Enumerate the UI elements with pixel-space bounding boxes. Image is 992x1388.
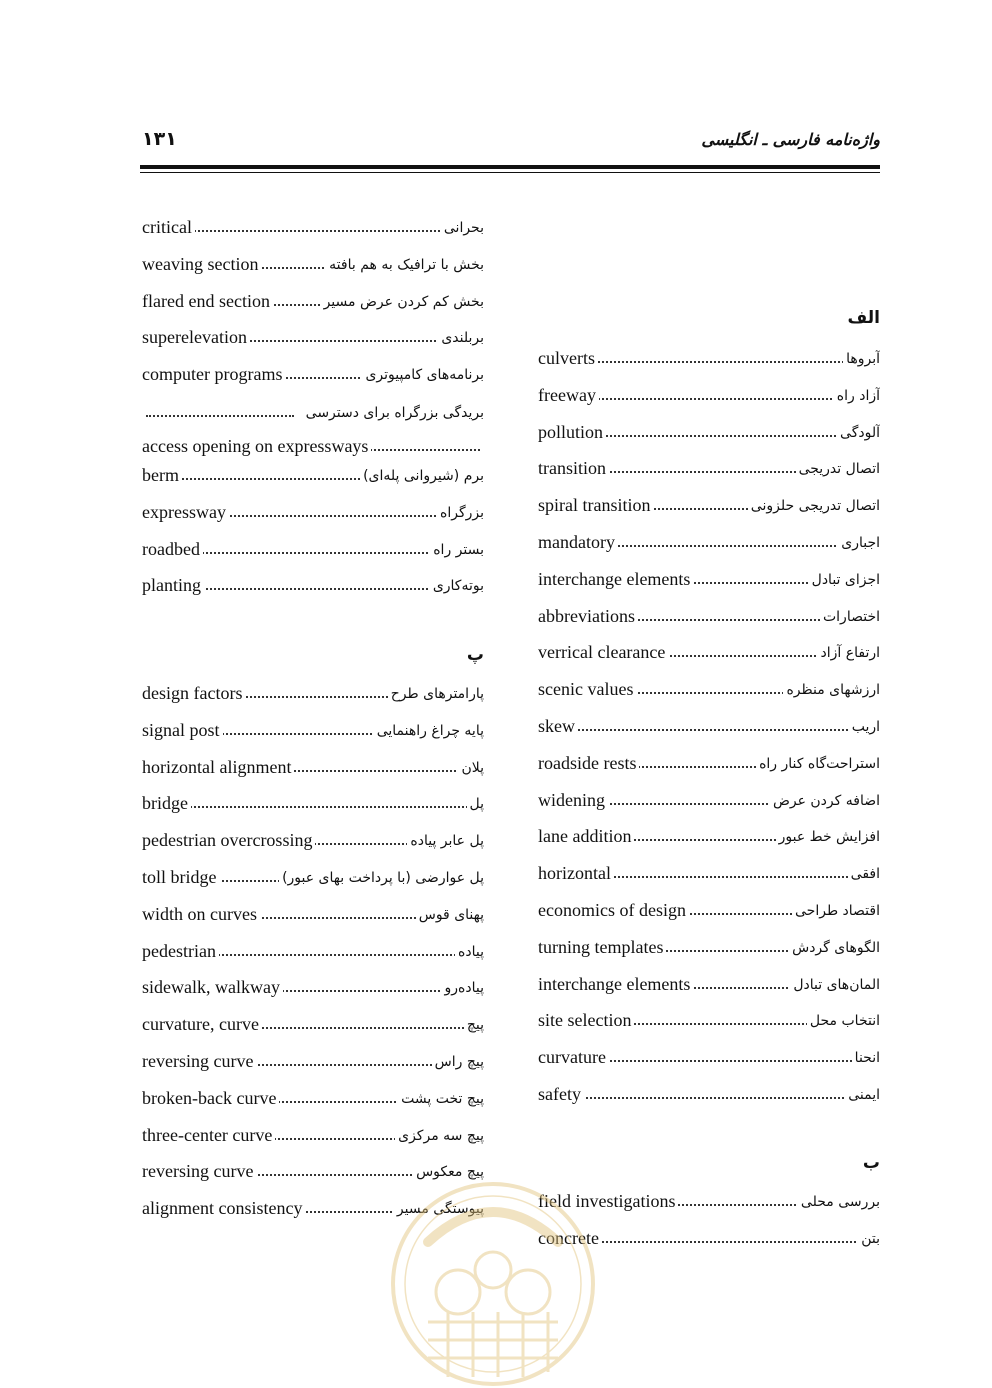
glossary-entry bbox=[538, 971, 880, 997]
entry-persian: آزاد راه bbox=[834, 385, 880, 407]
leader-dots bbox=[538, 729, 880, 731]
entry-english: broken-back curve bbox=[142, 1085, 279, 1111]
entry-persian: اختصارات bbox=[820, 606, 880, 628]
entry-english: pollution bbox=[538, 419, 606, 445]
glossary-entry bbox=[142, 754, 484, 780]
entry-english: design factors bbox=[142, 680, 245, 706]
glossary-entry bbox=[538, 787, 880, 813]
leader-dots bbox=[146, 415, 294, 417]
glossary-entry bbox=[538, 419, 880, 445]
entry-english: concrete bbox=[538, 1225, 602, 1251]
glossary-entry bbox=[142, 1048, 484, 1074]
entry-persian: افزایش خط عبور bbox=[776, 826, 880, 848]
page-header bbox=[140, 128, 880, 158]
entry-persian: پایه چراغ راهنمایی bbox=[374, 720, 484, 742]
entry-persian: پارامترهای طرح bbox=[388, 683, 484, 705]
entry-persian: برم (شیروانی پله‌ای) bbox=[360, 465, 484, 487]
glossary-entry bbox=[538, 566, 880, 592]
glossary-entry bbox=[538, 1007, 880, 1033]
entry-persian: بتن bbox=[858, 1228, 880, 1250]
entry-persian: اضافه کردن عرض bbox=[770, 790, 880, 812]
glossary-entry bbox=[142, 572, 484, 598]
entry-persian: آلودگی bbox=[837, 422, 880, 444]
entry-english: verrical clearance bbox=[538, 639, 668, 665]
entry-persian: ارزشهای منظره bbox=[783, 679, 880, 701]
entry-persian: پل عوارضی (با پرداخت بهای عبور) bbox=[279, 867, 484, 889]
entry-english: access opening on expressways bbox=[142, 433, 371, 459]
entry-english: scenic values bbox=[538, 676, 636, 702]
entry-persian: استراحت‌گاه کنار راه bbox=[756, 753, 880, 775]
entry-persian: بخش با ترافیک به هم بافته bbox=[326, 254, 484, 276]
entry-english: curvature bbox=[538, 1044, 609, 1070]
entry-english: safety bbox=[538, 1081, 584, 1107]
glossary-entry bbox=[538, 1044, 880, 1070]
entry-english: transition bbox=[538, 455, 609, 481]
header-rule-thick bbox=[140, 165, 880, 169]
entry-persian: اریب bbox=[849, 716, 880, 738]
entry-persian: پیچ معکوس bbox=[413, 1161, 484, 1183]
entry-persian: ایمنی bbox=[845, 1084, 880, 1106]
glossary-entry bbox=[142, 1122, 484, 1148]
glossary-entry bbox=[142, 864, 484, 890]
entry-english: three-center curve bbox=[142, 1122, 275, 1148]
entry-english: width on curves bbox=[142, 901, 260, 927]
glossary-entry bbox=[538, 455, 880, 481]
entry-english: superelevation bbox=[142, 324, 250, 350]
glossary-entry bbox=[538, 1188, 880, 1214]
glossary-entry bbox=[142, 1011, 484, 1037]
glossary-entry bbox=[142, 324, 484, 350]
glossary-entry bbox=[538, 1225, 880, 1251]
glossary-entry bbox=[142, 1158, 484, 1184]
entry-english: roadside rests bbox=[538, 750, 639, 776]
entry-persian: برنامه‌های کامپیوتری bbox=[362, 364, 484, 386]
entry-persian: اجزای تبادل bbox=[809, 569, 880, 591]
glossary-entry-multiline-en bbox=[142, 433, 484, 459]
entry-english: sidewalk, walkway bbox=[142, 974, 283, 1000]
entry-persian: بخش کم کردن عرض مسیر bbox=[321, 291, 484, 313]
entry-persian: پیچ تخت پشت bbox=[398, 1088, 484, 1110]
entry-persian: انتخاب محل bbox=[807, 1010, 880, 1032]
section-heading-be: ب bbox=[862, 1153, 880, 1173]
entry-english: lane addition bbox=[538, 823, 634, 849]
glossary-entry bbox=[142, 288, 484, 314]
section-heading-pe: پ bbox=[466, 645, 484, 665]
glossary-entry bbox=[538, 603, 880, 629]
section-heading-alef: الف bbox=[847, 308, 880, 328]
entry-persian: بررسی محلی bbox=[798, 1191, 880, 1213]
entry-persian: المان‌های تبادل bbox=[790, 974, 880, 996]
entry-english: weaving section bbox=[142, 251, 261, 277]
entry-persian: پلان bbox=[458, 757, 484, 779]
glossary-entry bbox=[142, 214, 484, 240]
glossary-entry bbox=[142, 974, 484, 1000]
entry-english: critical bbox=[142, 214, 195, 240]
entry-english: mandatory bbox=[538, 529, 618, 555]
entry-english: interchange elements bbox=[538, 566, 693, 592]
entry-persian: پل عابر پیاده bbox=[407, 830, 484, 852]
glossary-entry bbox=[142, 680, 484, 706]
entry-english: planting bbox=[142, 572, 204, 598]
glossary-entry bbox=[538, 860, 880, 886]
entry-persian: انحنا bbox=[852, 1047, 880, 1069]
header-rule-thin bbox=[140, 172, 880, 173]
entry-english: computer programs bbox=[142, 361, 285, 387]
entry-english: berm bbox=[142, 462, 182, 488]
glossary-entry bbox=[142, 717, 484, 743]
entry-persian: پیچ سه مرکزی bbox=[395, 1125, 484, 1147]
glossary-entry bbox=[538, 823, 880, 849]
entry-english: field investigations bbox=[538, 1188, 678, 1214]
entry-english: roadbed bbox=[142, 536, 203, 562]
entry-english: curvature, curve bbox=[142, 1011, 262, 1037]
glossary-entry bbox=[538, 897, 880, 923]
entry-english: alignment consistency bbox=[142, 1195, 305, 1221]
entry-persian: اتصال تدریجی حلزونی bbox=[748, 495, 880, 517]
entry-english: turning templates bbox=[538, 934, 666, 960]
entry-persian: بوته‌کاری bbox=[430, 575, 484, 597]
page-number: ۱۳۱ bbox=[142, 128, 177, 150]
entry-persian: پیاده‌رو bbox=[442, 977, 484, 999]
entry-english: economics of design bbox=[538, 897, 689, 923]
entry-persian: بزرگراه bbox=[437, 502, 484, 524]
entry-english: pedestrian bbox=[142, 938, 219, 964]
entry-persian: بربلندی bbox=[438, 327, 484, 349]
entry-english: widening bbox=[538, 787, 608, 813]
entry-english: horizontal alignment bbox=[142, 754, 294, 780]
entry-english: culverts bbox=[538, 345, 598, 371]
glossary-entry bbox=[142, 1195, 484, 1221]
entry-english: flared end section bbox=[142, 288, 273, 314]
entry-english: signal post bbox=[142, 717, 223, 743]
entry-english: toll bridge bbox=[142, 864, 220, 890]
glossary-entry bbox=[538, 750, 880, 776]
glossary-entry bbox=[538, 529, 880, 555]
entry-persian: آبروها bbox=[843, 348, 880, 370]
glossary-entry bbox=[142, 361, 484, 387]
leader-dots bbox=[538, 1097, 880, 1099]
glossary-entry bbox=[142, 827, 484, 853]
left-column bbox=[142, 212, 484, 1222]
entry-persian: اقتصاد طراحی bbox=[792, 900, 880, 922]
entry-persian: افقی bbox=[848, 863, 880, 885]
entry-persian: الگوهای گردش bbox=[789, 937, 880, 959]
glossary-entry bbox=[538, 382, 880, 408]
glossary-entry bbox=[538, 713, 880, 739]
glossary-entry bbox=[538, 492, 880, 518]
entry-persian: بحرانی bbox=[441, 217, 484, 239]
entry-english: spiral transition bbox=[538, 492, 653, 518]
entry-persian: ارتفاع آزاد bbox=[818, 642, 880, 664]
entry-persian: پیچ راس bbox=[432, 1051, 484, 1073]
entry-english: interchange elements bbox=[538, 971, 693, 997]
glossary-entry bbox=[142, 1085, 484, 1111]
glossary-entry bbox=[142, 462, 484, 488]
glossary-entry bbox=[142, 536, 484, 562]
entry-persian: پیچ bbox=[464, 1014, 484, 1036]
glossary-entry-multiline-fa bbox=[142, 399, 484, 425]
entry-english: skew bbox=[538, 713, 578, 739]
glossary-entry bbox=[142, 251, 484, 277]
right-column bbox=[538, 308, 880, 1258]
entry-english: site selection bbox=[538, 1007, 634, 1033]
entry-english: bridge bbox=[142, 790, 191, 816]
glossary-entry bbox=[538, 1081, 880, 1107]
glossary-entry bbox=[538, 934, 880, 960]
glossary-entry bbox=[538, 639, 880, 665]
glossary-entry bbox=[538, 345, 880, 371]
entry-english: freeway bbox=[538, 382, 599, 408]
entry-english: reversing curve bbox=[142, 1158, 256, 1184]
entry-english: pedestrian overcrossing bbox=[142, 827, 315, 853]
entry-persian: بستر راه bbox=[430, 539, 484, 561]
glossary-entry bbox=[142, 499, 484, 525]
glossary-entry bbox=[538, 676, 880, 702]
entry-english: expressway bbox=[142, 499, 229, 525]
entry-persian: پیاده bbox=[455, 941, 484, 963]
glossary-entry bbox=[142, 790, 484, 816]
entry-persian: بریدگی بزرگراه برای دسترسی bbox=[303, 402, 484, 424]
entry-persian: پهنای قوس bbox=[416, 904, 484, 926]
entry-persian: اجباری bbox=[838, 532, 880, 554]
running-title: واژه‌نامه فارسی ـ انگلیسی bbox=[701, 130, 880, 149]
glossary-entry bbox=[142, 938, 484, 964]
entry-persian: پیوستگی مسیر bbox=[394, 1198, 484, 1220]
glossary-entry bbox=[142, 901, 484, 927]
entry-english: abbreviations bbox=[538, 603, 638, 629]
entry-english: horizontal bbox=[538, 860, 614, 886]
entry-english: reversing curve bbox=[142, 1048, 256, 1074]
leader-dots bbox=[142, 806, 484, 808]
entry-persian: پل bbox=[467, 793, 485, 815]
entry-persian: اتصال تدریجی bbox=[796, 458, 880, 480]
